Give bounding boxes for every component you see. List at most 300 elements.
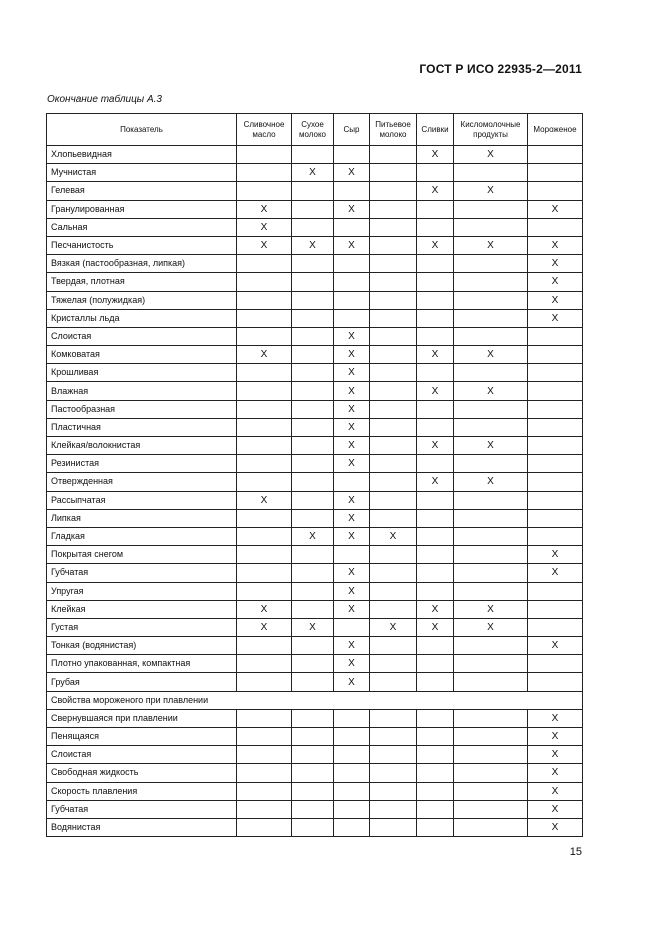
mark-cell [237,473,292,491]
mark-cell [417,364,454,382]
mark-cell [417,527,454,545]
mark-cell [528,346,583,364]
mark-cell [334,818,370,836]
mark-cell [417,218,454,236]
mark-cell [370,764,417,782]
row-label: Пастообразная [47,400,237,418]
row-label: Кристаллы льда [47,309,237,327]
mark-cell [292,637,334,655]
row-label: Хлопьевидная [47,146,237,164]
table-row [47,618,583,636]
row-label: Крошливая [47,364,237,382]
mark-cell [292,400,334,418]
row-label: Свободная жидкость [47,764,237,782]
mark-cell [454,455,528,473]
mark-cell [334,473,370,491]
table-row [47,182,583,200]
table-row [47,437,583,455]
mark-cell [237,418,292,436]
mark-cell [237,564,292,582]
mark-cell [370,600,417,618]
mark-cell [370,291,417,309]
mark-cell [528,418,583,436]
mark-cell: X [334,382,370,400]
mark-cell: X [528,818,583,836]
mark-cell [417,655,454,673]
mark-cell: X [334,564,370,582]
mark-cell [370,673,417,691]
mark-cell [237,182,292,200]
mark-cell [528,582,583,600]
mark-cell: X [528,782,583,800]
mark-cell [292,146,334,164]
mark-cell [334,746,370,764]
mark-cell [370,637,417,655]
mark-cell [370,728,417,746]
mark-cell [334,782,370,800]
mark-cell [454,309,528,327]
mark-cell [292,509,334,527]
mark-cell [370,782,417,800]
table-row [47,146,583,164]
mark-cell [237,291,292,309]
mark-cell [292,382,334,400]
mark-cell [292,455,334,473]
row-label: Липкая [47,509,237,527]
mark-cell [454,491,528,509]
row-label: Гладкая [47,527,237,545]
column-header-ice-cream: Мороженое [528,114,583,146]
table-row [47,255,583,273]
mark-cell: X [528,564,583,582]
table-row [47,728,583,746]
mark-cell [454,800,528,818]
mark-cell [417,637,454,655]
mark-cell [370,455,417,473]
mark-cell: X [528,273,583,291]
mark-cell: X [334,400,370,418]
mark-cell [528,618,583,636]
mark-cell [417,273,454,291]
mark-cell [417,782,454,800]
mark-cell [292,728,334,746]
mark-cell [237,728,292,746]
mark-cell [292,327,334,345]
mark-cell [417,546,454,564]
mark-cell: X [528,546,583,564]
mark-cell: X [237,346,292,364]
mark-cell: X [454,600,528,618]
attributes-table [46,113,583,837]
mark-cell: X [292,236,334,254]
mark-cell [237,364,292,382]
row-label: Комковатая [47,346,237,364]
row-label: Губчатая [47,564,237,582]
mark-cell [370,509,417,527]
table-row [47,309,583,327]
mark-cell: X [334,509,370,527]
mark-cell: X [528,800,583,818]
mark-cell [292,655,334,673]
mark-cell: X [454,346,528,364]
mark-cell [292,218,334,236]
mark-cell [292,364,334,382]
mark-cell: X [334,491,370,509]
mark-cell [292,182,334,200]
mark-cell [417,746,454,764]
mark-cell [454,255,528,273]
mark-cell [237,146,292,164]
document-id: ГОСТ Р ИСО 22935-2—2011 [419,62,582,76]
mark-cell [454,655,528,673]
column-header-cream: Сливки [417,114,454,146]
table-body [47,146,583,837]
table-row [47,273,583,291]
mark-cell [292,346,334,364]
mark-cell [454,218,528,236]
mark-cell [454,527,528,545]
table-row [47,218,583,236]
table-row [47,418,583,436]
row-label: Гранулированная [47,200,237,218]
mark-cell [454,746,528,764]
mark-cell [417,200,454,218]
mark-cell [454,273,528,291]
mark-cell: X [417,236,454,254]
mark-cell [454,582,528,600]
mark-cell [292,746,334,764]
table-row [47,200,583,218]
mark-cell [237,637,292,655]
mark-cell: X [528,291,583,309]
mark-cell: X [528,255,583,273]
mark-cell [370,437,417,455]
mark-cell [417,455,454,473]
table-row [47,527,583,545]
mark-cell: X [237,218,292,236]
mark-cell [528,600,583,618]
row-label: Тяжелая (полужидкая) [47,291,237,309]
row-label: Мучнистая [47,164,237,182]
mark-cell [454,546,528,564]
table-row [47,746,583,764]
mark-cell: X [528,709,583,727]
mark-cell [417,564,454,582]
mark-cell [292,564,334,582]
mark-cell [417,728,454,746]
mark-cell [237,818,292,836]
mark-cell [370,327,417,345]
mark-cell [528,364,583,382]
mark-cell [334,146,370,164]
mark-cell: X [237,600,292,618]
mark-cell [528,455,583,473]
mark-cell [370,382,417,400]
mark-cell [237,437,292,455]
mark-cell [237,455,292,473]
mark-cell [334,546,370,564]
mark-cell [370,418,417,436]
mark-cell [370,273,417,291]
mark-cell [417,509,454,527]
table-row [47,473,583,491]
mark-cell: X [417,600,454,618]
mark-cell: X [334,673,370,691]
mark-cell: X [417,382,454,400]
mark-cell [528,327,583,345]
mark-cell [528,382,583,400]
mark-cell [417,764,454,782]
mark-cell [370,491,417,509]
mark-cell [528,218,583,236]
mark-cell [417,418,454,436]
mark-cell: X [334,527,370,545]
mark-cell: X [292,164,334,182]
mark-cell [292,255,334,273]
section-row [47,691,583,709]
mark-cell [334,709,370,727]
table-caption: Окончание таблицы А.3 [47,94,162,105]
mark-cell: X [292,527,334,545]
row-label: Губчатая [47,800,237,818]
mark-cell [237,255,292,273]
mark-cell [528,473,583,491]
mark-cell [237,764,292,782]
mark-cell [237,309,292,327]
row-label: Влажная [47,382,237,400]
mark-cell [370,164,417,182]
table-row [47,236,583,254]
mark-cell: X [417,182,454,200]
table-row [47,800,583,818]
table-row [47,782,583,800]
mark-cell [454,418,528,436]
mark-cell [454,764,528,782]
mark-cell [454,673,528,691]
mark-cell [292,291,334,309]
row-label: Резинистая [47,455,237,473]
mark-cell [454,637,528,655]
table-row [47,346,583,364]
mark-cell [237,655,292,673]
mark-cell [417,291,454,309]
mark-cell [370,655,417,673]
mark-cell: X [454,146,528,164]
table-row [47,400,583,418]
page-number: 15 [569,846,582,858]
mark-cell [454,728,528,746]
row-label: Упругая [47,582,237,600]
mark-cell [292,582,334,600]
row-label: Клейкая [47,600,237,618]
mark-cell [292,491,334,509]
row-label: Слоистая [47,327,237,345]
table-row [47,673,583,691]
mark-cell [292,764,334,782]
mark-cell [237,746,292,764]
mark-cell: X [528,236,583,254]
row-label: Клейкая/волокнистая [47,437,237,455]
mark-cell: X [370,527,417,545]
mark-cell: X [417,346,454,364]
column-header-fermented: Кисломолочные продукты [454,114,528,146]
row-label: Плотно упакованная, компактная [47,655,237,673]
mark-cell: X [370,618,417,636]
row-label: Песчанистость [47,236,237,254]
table-row [47,582,583,600]
column-header-indicator: Показатель [47,114,237,146]
mark-cell [417,818,454,836]
row-label: Водянистая [47,818,237,836]
mark-cell [237,509,292,527]
row-label: Пластичная [47,418,237,436]
mark-cell: X [334,637,370,655]
table-row [47,709,583,727]
mark-cell [237,709,292,727]
column-header-cheese: Сыр [334,114,370,146]
mark-cell [528,400,583,418]
mark-cell [334,255,370,273]
mark-cell [454,782,528,800]
mark-cell: X [237,236,292,254]
mark-cell [370,473,417,491]
mark-cell [370,709,417,727]
row-label: Пенящаяся [47,728,237,746]
mark-cell [292,818,334,836]
mark-cell [528,509,583,527]
mark-cell [417,327,454,345]
mark-cell: X [417,146,454,164]
mark-cell [528,182,583,200]
mark-cell [454,364,528,382]
mark-cell [237,782,292,800]
mark-cell [292,437,334,455]
mark-cell: X [334,364,370,382]
mark-cell [292,418,334,436]
mark-cell: X [237,200,292,218]
mark-cell [454,709,528,727]
mark-cell: X [334,164,370,182]
mark-cell: X [454,618,528,636]
table-row [47,509,583,527]
mark-cell [454,564,528,582]
section-label: Свойства мороженого при плавлении [47,691,583,709]
mark-cell: X [528,764,583,782]
mark-cell [237,527,292,545]
mark-cell [454,818,528,836]
mark-cell: X [454,473,528,491]
mark-cell [370,400,417,418]
mark-cell [334,618,370,636]
mark-cell [237,582,292,600]
table-row [47,164,583,182]
mark-cell [417,491,454,509]
mark-cell [334,800,370,818]
mark-cell [417,673,454,691]
column-header-dry-milk: Сухое молоко [292,114,334,146]
mark-cell [237,546,292,564]
mark-cell: X [334,437,370,455]
mark-cell: X [528,637,583,655]
mark-cell [370,182,417,200]
mark-cell [454,200,528,218]
mark-cell [334,182,370,200]
mark-cell [292,673,334,691]
table-row [47,291,583,309]
row-label: Густая [47,618,237,636]
mark-cell [334,309,370,327]
mark-cell [528,146,583,164]
mark-cell [370,364,417,382]
mark-cell: X [334,346,370,364]
table-header-row [47,114,583,146]
mark-cell [370,746,417,764]
mark-cell [292,600,334,618]
mark-cell [528,164,583,182]
table-row [47,655,583,673]
table-row [47,637,583,655]
table-row [47,600,583,618]
mark-cell [237,800,292,818]
mark-cell: X [528,200,583,218]
mark-cell [370,309,417,327]
mark-cell [334,218,370,236]
mark-cell [237,164,292,182]
row-label: Твердая, плотная [47,273,237,291]
mark-cell [292,200,334,218]
mark-cell [292,782,334,800]
mark-cell [334,728,370,746]
mark-cell [292,546,334,564]
mark-cell [454,327,528,345]
mark-cell [370,800,417,818]
mark-cell [370,236,417,254]
mark-cell: X [417,437,454,455]
mark-cell [370,546,417,564]
mark-cell: X [454,437,528,455]
mark-cell [292,800,334,818]
mark-cell [370,200,417,218]
table-row [47,764,583,782]
table-row [47,564,583,582]
row-label: Рассыпчатая [47,491,237,509]
mark-cell [334,273,370,291]
mark-cell [370,564,417,582]
mark-cell [528,527,583,545]
mark-cell [454,509,528,527]
mark-cell [292,473,334,491]
mark-cell: X [454,382,528,400]
mark-cell: X [454,182,528,200]
mark-cell [454,164,528,182]
column-header-drinking-milk: Питьевое молоко [370,114,417,146]
mark-cell: X [334,236,370,254]
mark-cell: X [334,200,370,218]
mark-cell: X [237,618,292,636]
table-row [47,818,583,836]
table-row [47,546,583,564]
mark-cell: X [417,618,454,636]
mark-cell [417,164,454,182]
mark-cell: X [292,618,334,636]
mark-cell: X [528,746,583,764]
mark-cell [237,327,292,345]
mark-cell: X [334,327,370,345]
mark-cell: X [334,655,370,673]
mark-cell [292,309,334,327]
mark-cell [237,273,292,291]
table-row [47,327,583,345]
